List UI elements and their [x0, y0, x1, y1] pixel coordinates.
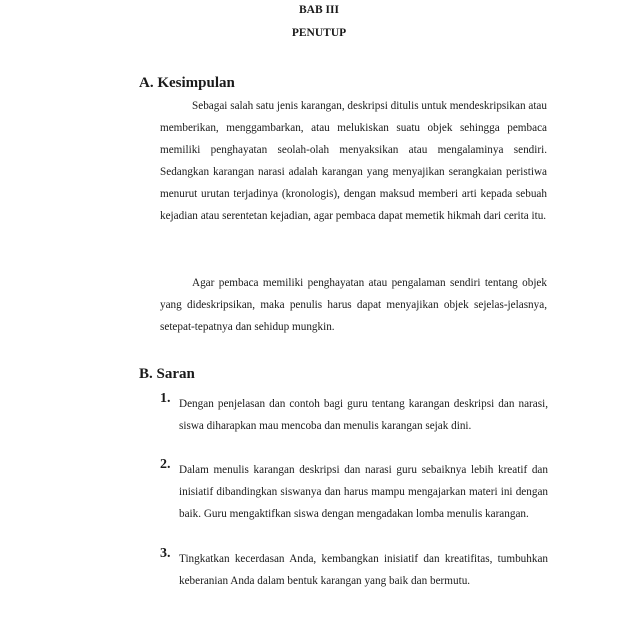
- item-text: Dengan penjelasan dan contoh bagi guru tentang karangan deskripsi dan narasi, siswa diharapkan mau mencoba dan menulis karangan sejak dini.: [179, 398, 548, 433]
- item-number: 3.: [160, 546, 171, 561]
- conclusion-paragraph-2: Agar pembaca memiliki penghayatan atau pengalaman sendiri tentang objek yang dideskripsikan, maka penulis harus dapat menyajikan objek sejelas-jelasnya, setepat-tepatnya dan sehidup mungkin.: [160, 277, 547, 334]
- section-a-heading: A. Kesimpulan: [139, 75, 235, 91]
- item-text: Dalam menulis karangan deskripsi dan narasi guru sebaiknya lebih kreatif dan inisiatif dibandingkan siswanya dan harus mampu mengajarkan materi ini dengan baik. Guru mengaktifkan siswa dengan mengadakan lomba menulis karangan.: [179, 464, 548, 521]
- item-text: Tingkatkan kecerdasan Anda, kembangkan inisiatif dan kreatifitas, tumbuhkan keberanian Anda dalam bentuk karangan yang baik dan bermutu.: [179, 553, 548, 588]
- chapter-title: PENUTUP: [291, 27, 347, 39]
- item-number: 2.: [160, 457, 171, 472]
- chapter-number: BAB III: [299, 4, 339, 16]
- item-number: 1.: [160, 391, 171, 406]
- section-b-heading: B. Saran: [139, 366, 195, 382]
- conclusion-paragraph-1: Sebagai salah satu jenis karangan, deskripsi ditulis untuk mendeskripsikan atau memberikan, menggambarkan, atau melukiskan suatu objek sehingga pembaca memiliki penghayatan seolah-olah menyaksikan atau mengalaminya sendiri. Sedangkan karangan narasi adalah karangan yang menyajikan serangkaian peristiwa menurut urutan terjadinya (kronologis), dengan maksud memberi arti kepada sebuah kejadian atau serentetan kejadian, agar pembaca dapat memetik hikmah dari cerita itu.: [160, 100, 547, 223]
